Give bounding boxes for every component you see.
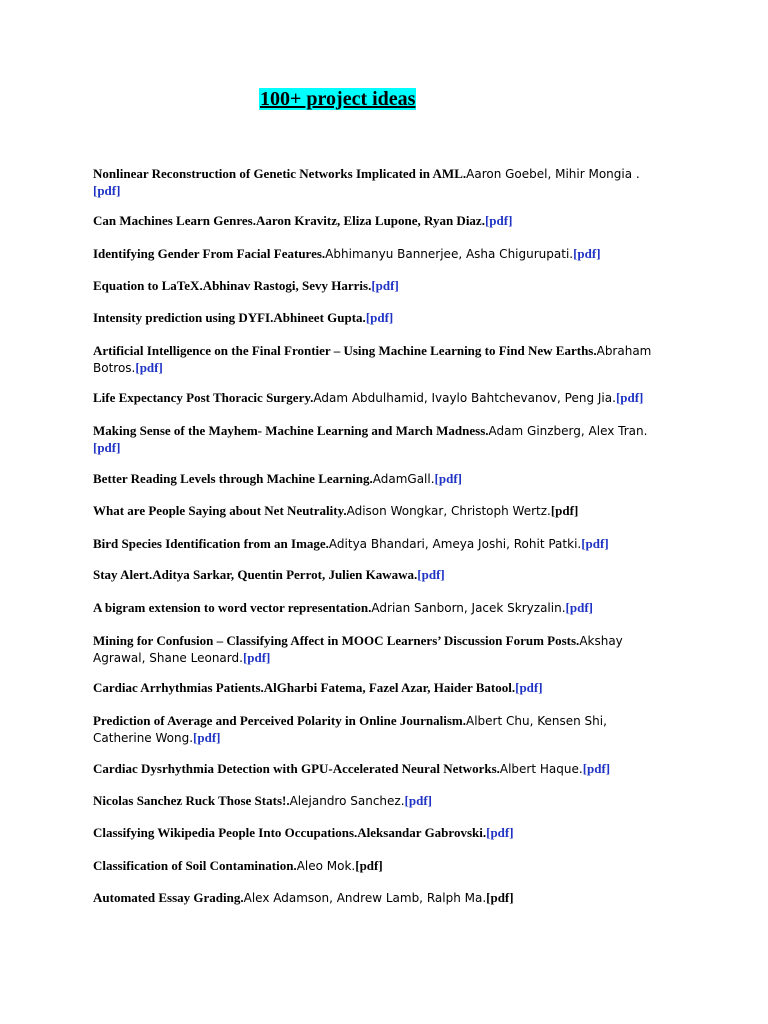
project-title: Cardiac Dysrhythmia Detection with GPU-Accelerated Neural Networks. [93,761,500,776]
pdf-link[interactable]: [pdf] [486,825,514,840]
pdf-link[interactable]: [pdf] [550,503,579,518]
pdf-link[interactable]: [pdf] [404,793,432,808]
project-title: Mining for Confusion – Classifying Affect in MOOC Learners’ Discussion Forum Posts. [93,633,580,648]
project-title: Intensity prediction using DYFI. [93,310,274,325]
project-authors: Adam Abdulhamid, Ivaylo Bahtchevanov, Peng Jia. [313,391,616,405]
project-title: Equation to LaTeX. [93,278,203,293]
project-title: Prediction of Average and Perceived Polarity in Online Journalism. [93,713,466,728]
project-title: Cardiac Arrhythmias Patients. [93,680,264,695]
project-authors: Abhineet Gupta. [273,310,366,325]
project-title: Classifying Wikipedia People Into Occupations. [93,825,358,840]
pdf-link[interactable]: [pdf] [515,680,543,695]
list-item [93,246,601,263]
project-title: Identifying Gender From Facial Features. [93,246,326,261]
pdf-link[interactable]: [pdf] [193,729,221,745]
list-item [93,825,514,842]
project-authors: Adrian Sanborn, Jacek Skryzalin. [371,601,566,615]
pdf-link[interactable]: [pdf] [581,536,609,551]
project-title: Making Sense of the Mayhem- Machine Learning and March Madness. [93,423,489,438]
list-item [93,600,593,617]
project-authors: Aaron Goebel, Mihir Mongia . [466,167,640,181]
project-authors: Aleo Mok. [296,859,356,873]
list-item [93,310,393,327]
pdf-link[interactable]: [pdf] [486,890,514,905]
list-item [93,536,609,553]
pdf-link[interactable]: [pdf] [135,359,163,375]
list-item [93,761,610,778]
title-container [259,88,416,111]
project-title: What are People Saying about Net Neutrality. [93,503,347,518]
project-title: Nonlinear Reconstruction of Genetic Networks Implicated in AML. [93,166,467,181]
list-item [93,890,514,907]
project-authors: Aleksandar Gabrovski. [357,825,487,840]
project-title: Life Expectancy Post Thoracic Surgery. [93,390,314,405]
project-authors: Aaron Kravitz, Eliza Lupone, Ryan Diaz. [255,213,485,228]
list-item [93,858,383,875]
pdf-link[interactable]: [pdf] [573,246,601,261]
project-authors: Albert Haque. [499,762,583,776]
project-title: Artificial Intelligence on the Final Frontier – Using Machine Learning to Find New Earths. [93,343,597,358]
project-authors: Abhimanyu Bannerjee, Asha Chigurupati. [325,247,574,261]
list-item [93,423,653,456]
project-authors: Alex Adamson, Andrew Lamb, Ralph Ma. [243,891,487,905]
list-item [93,343,653,376]
pdf-link[interactable]: [pdf] [565,600,593,615]
project-title: Bird Species Identification from an Image. [93,536,329,551]
pdf-link[interactable]: [pdf] [355,858,383,873]
project-title: Classification of Soil Contamination. [93,858,297,873]
list-item [93,633,653,666]
project-authors: Akshay Agrawal, Shane Leonard. [93,634,623,665]
pdf-link[interactable]: [pdf] [242,649,271,665]
list-item [93,166,653,199]
project-authors: Albert Chu, Kensen Shi, Catherine Wong. [93,714,607,745]
pdf-link[interactable]: [pdf] [434,471,462,486]
project-title: Nicolas Sanchez Ruck Those Stats!. [93,793,290,808]
pdf-link[interactable]: [pdf] [484,213,513,228]
project-authors: AlGharbi Fatema, Fazel Azar, Haider Batool. [263,680,516,695]
list-item [93,793,432,810]
list-item [93,471,462,488]
pdf-link[interactable]: [pdf] [582,761,611,776]
page-title: 100+ project ideas [260,88,416,110]
pdf-link[interactable]: [pdf] [371,278,399,293]
list-item [93,713,653,746]
project-title: A bigram extension to word vector representation. [93,600,372,615]
list-item [93,503,578,520]
project-title: Stay Alert. [93,567,153,582]
project-authors: Adison Wongkar, Christoph Wertz. [346,504,551,518]
pdf-link[interactable]: [pdf] [417,567,445,582]
project-authors: Abhinav Rastogi, Sevy Harris. [202,278,372,293]
project-authors: Alejandro Sanchez. [289,794,405,808]
list-item [93,213,512,230]
project-title: Better Reading Levels through Machine Learning. [93,471,373,486]
project-authors: Abraham Botros. [93,344,652,375]
project-authors: Adam Ginzberg, Alex Tran. [488,424,648,438]
list-item [93,390,643,407]
list-item [93,278,399,295]
pdf-link[interactable]: [pdf] [93,182,121,198]
pdf-link[interactable]: [pdf] [93,439,121,455]
list-item [93,567,445,584]
project-title: Can Machines Learn Genres. [93,213,256,228]
project-authors: AdamGall. [372,472,435,486]
project-title: Automated Essay Grading. [93,890,244,905]
pdf-link[interactable]: [pdf] [365,310,394,325]
project-authors: Aditya Sarkar, Quentin Perrot, Julien Kawawa. [152,567,418,582]
list-item [93,680,543,697]
project-authors: Aditya Bhandari, Ameya Joshi, Rohit Patki. [328,537,582,551]
pdf-link[interactable]: [pdf] [615,390,644,405]
